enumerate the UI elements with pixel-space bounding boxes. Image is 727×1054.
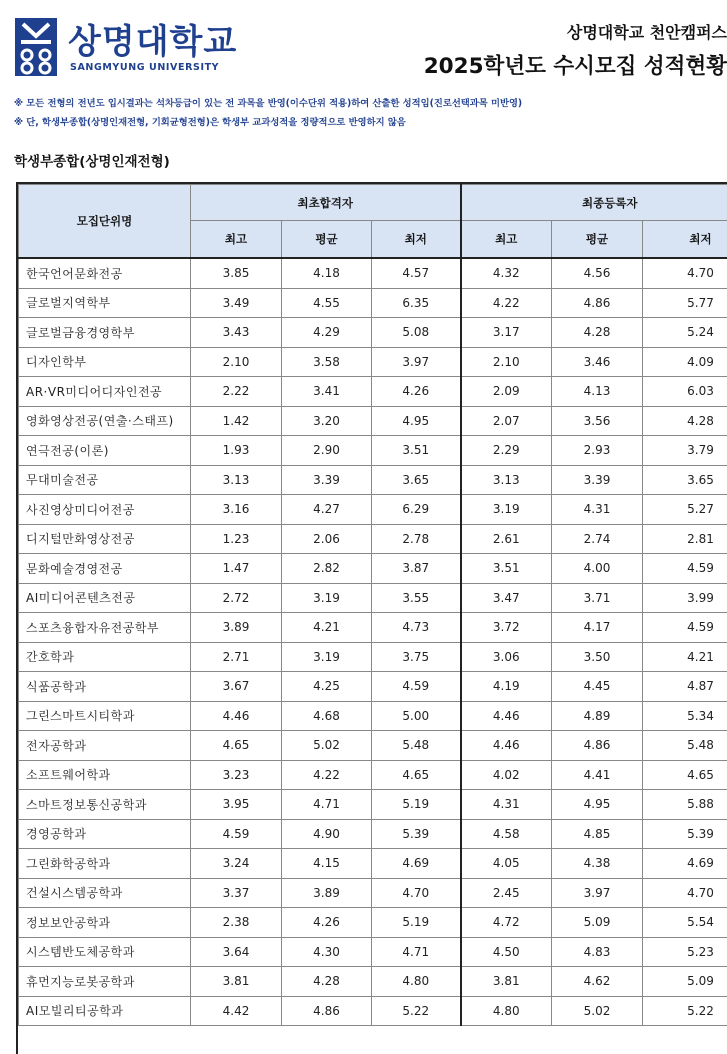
- table-row: [19, 377, 727, 407]
- grade-value-cell: 2.81: [643, 524, 727, 554]
- grade-value-cell: 4.95: [552, 790, 643, 820]
- grade-value-cell: 6.29: [372, 495, 461, 525]
- grade-value-cell: 5.48: [372, 731, 461, 761]
- grade-value-cell: 4.26: [372, 377, 461, 407]
- grade-value-cell: 5.34: [643, 701, 727, 731]
- table-row: [19, 878, 727, 908]
- grade-value-cell: 5.54: [643, 908, 727, 938]
- table-row: [19, 701, 727, 731]
- grade-value-cell: 4.13: [552, 377, 643, 407]
- grade-value-cell: 4.22: [461, 288, 552, 318]
- grade-value-cell: 5.24: [643, 318, 727, 348]
- table-row: [19, 967, 727, 997]
- note-text: ※ 단, 학생부종합(상명인재전형, 기회균형전형)은 학생부 교과성적을 정량적으로 반영하지 않음: [14, 114, 406, 128]
- note-text: ※ 모든 전형의 전년도 입시결과는 석차등급이 있는 전 과목을 반영(이수단위 적용)하여 산출한 성적임(진로선택과목 미반영): [14, 95, 522, 109]
- grade-value-cell: 1.93: [191, 436, 282, 466]
- grade-value-cell: 3.13: [191, 465, 282, 495]
- grade-value-cell: 4.72: [461, 908, 552, 938]
- grade-value-cell: 2.22: [191, 377, 282, 407]
- table-row: [19, 760, 727, 790]
- grade-value-cell: 3.71: [552, 583, 643, 613]
- grade-value-cell: 4.83: [552, 937, 643, 967]
- grade-value-cell: 3.39: [552, 465, 643, 495]
- grade-value-cell: 3.06: [461, 642, 552, 672]
- grade-value-cell: 3.19: [282, 642, 372, 672]
- grade-value-cell: 4.18: [282, 258, 372, 288]
- grade-value-cell: 4.28: [282, 967, 372, 997]
- table-row: [19, 465, 727, 495]
- table-row: [19, 908, 727, 938]
- grade-value-cell: 4.86: [552, 731, 643, 761]
- unit-name-cell: 문화예술경영전공: [19, 554, 191, 584]
- unit-name-cell: 스포츠융합자유전공학부: [19, 613, 191, 643]
- grade-value-cell: 2.09: [461, 377, 552, 407]
- grade-value-cell: 3.13: [461, 465, 552, 495]
- grade-value-cell: 4.41: [552, 760, 643, 790]
- unit-name-cell: 무대미술전공: [19, 465, 191, 495]
- grade-value-cell: 3.19: [461, 495, 552, 525]
- grade-value-cell: 4.46: [461, 701, 552, 731]
- grade-value-cell: 3.55: [372, 583, 461, 613]
- table-row: [19, 406, 727, 436]
- table-row: [19, 672, 727, 702]
- grade-value-cell: 3.85: [191, 258, 282, 288]
- grade-value-cell: 4.05: [461, 849, 552, 879]
- grade-value-cell: 4.80: [372, 967, 461, 997]
- column-header-unit: 모집단위명: [19, 185, 191, 259]
- subheader-avg: 평균: [552, 221, 643, 259]
- group-header-first: 최초합격자: [191, 185, 461, 221]
- grade-value-cell: 3.47: [461, 583, 552, 613]
- table-row: [19, 819, 727, 849]
- grade-value-cell: 4.55: [282, 288, 372, 318]
- grade-value-cell: 4.95: [372, 406, 461, 436]
- table-row: [19, 849, 727, 879]
- unit-name-cell: 글로벌지역학부: [19, 288, 191, 318]
- grade-value-cell: 4.59: [191, 819, 282, 849]
- grade-value-cell: 4.22: [282, 760, 372, 790]
- page-header: [0, 0, 727, 90]
- grade-value-cell: 4.00: [552, 554, 643, 584]
- unit-name-cell: AI모빌리티공학과: [19, 996, 191, 1026]
- logo-wordmark-ko: 상명대학교: [68, 14, 237, 63]
- unit-name-cell: 연극전공(이론): [19, 436, 191, 466]
- grade-table: [18, 184, 727, 1026]
- subheader-avg: 평균: [282, 221, 372, 259]
- grade-value-cell: 4.09: [643, 347, 727, 377]
- grade-value-cell: 4.89: [552, 701, 643, 731]
- unit-name-cell: 건설시스템공학과: [19, 878, 191, 908]
- grade-value-cell: 3.97: [372, 347, 461, 377]
- grade-value-cell: 3.89: [282, 878, 372, 908]
- grade-value-cell: 3.16: [191, 495, 282, 525]
- table-row: [19, 288, 727, 318]
- grade-value-cell: 4.17: [552, 613, 643, 643]
- grade-value-cell: 5.08: [372, 318, 461, 348]
- grade-value-cell: 4.70: [643, 258, 727, 288]
- subheader-max: 최고: [461, 221, 552, 259]
- unit-name-cell: 휴먼지능로봇공학과: [19, 967, 191, 997]
- table-row: [19, 495, 727, 525]
- grade-value-cell: 4.21: [643, 642, 727, 672]
- grade-value-cell: 4.56: [552, 258, 643, 288]
- unit-name-cell: 전자공학과: [19, 731, 191, 761]
- grade-value-cell: 5.22: [372, 996, 461, 1026]
- grade-value-cell: 3.58: [282, 347, 372, 377]
- unit-name-cell: AI미디어콘텐츠전공: [19, 583, 191, 613]
- unit-name-cell: 디지털만화영상전공: [19, 524, 191, 554]
- grade-value-cell: 4.70: [372, 878, 461, 908]
- grade-value-cell: 4.19: [461, 672, 552, 702]
- grade-value-cell: 4.26: [282, 908, 372, 938]
- grade-value-cell: 4.50: [461, 937, 552, 967]
- table-row: [19, 318, 727, 348]
- grade-value-cell: 4.87: [643, 672, 727, 702]
- grade-value-cell: 2.29: [461, 436, 552, 466]
- grade-value-cell: 6.35: [372, 288, 461, 318]
- table-row: [19, 996, 727, 1026]
- grade-value-cell: 2.78: [372, 524, 461, 554]
- grade-value-cell: 3.23: [191, 760, 282, 790]
- table-row: [19, 642, 727, 672]
- grade-value-cell: 2.74: [552, 524, 643, 554]
- logo-wordmark-en: SANGMYUNG UNIVERSITY: [70, 62, 219, 73]
- grade-value-cell: 5.22: [643, 996, 727, 1026]
- grade-value-cell: 3.89: [191, 613, 282, 643]
- grade-value-cell: 4.32: [461, 258, 552, 288]
- unit-name-cell: 간호학과: [19, 642, 191, 672]
- grade-value-cell: 5.39: [372, 819, 461, 849]
- grade-value-cell: 3.37: [191, 878, 282, 908]
- grade-value-cell: 4.21: [282, 613, 372, 643]
- grade-value-cell: 5.19: [372, 908, 461, 938]
- grade-value-cell: 4.69: [643, 849, 727, 879]
- grade-value-cell: 4.85: [552, 819, 643, 849]
- grade-value-cell: 5.39: [643, 819, 727, 849]
- grade-value-cell: 3.79: [643, 436, 727, 466]
- table-row: [19, 731, 727, 761]
- grade-value-cell: 3.49: [191, 288, 282, 318]
- grade-value-cell: 5.02: [282, 731, 372, 761]
- unit-name-cell: 시스템반도체공학과: [19, 937, 191, 967]
- grade-value-cell: 4.86: [282, 996, 372, 1026]
- grade-value-cell: 1.47: [191, 554, 282, 584]
- grade-value-cell: 3.19: [282, 583, 372, 613]
- grade-value-cell: 5.09: [552, 908, 643, 938]
- table-row: [19, 258, 727, 288]
- grade-value-cell: 3.95: [191, 790, 282, 820]
- table-row: [19, 554, 727, 584]
- grade-value-cell: 3.67: [191, 672, 282, 702]
- grade-value-cell: 3.50: [552, 642, 643, 672]
- university-logo-icon: [15, 18, 57, 76]
- grade-value-cell: 4.46: [191, 701, 282, 731]
- grade-value-cell: 4.02: [461, 760, 552, 790]
- unit-name-cell: 소프트웨어학과: [19, 760, 191, 790]
- grade-value-cell: 3.64: [191, 937, 282, 967]
- table-body: [19, 258, 727, 1026]
- grade-value-cell: 2.93: [552, 436, 643, 466]
- subheader-min: 최저: [643, 221, 727, 259]
- grade-value-cell: 3.72: [461, 613, 552, 643]
- grade-value-cell: 2.10: [461, 347, 552, 377]
- grade-value-cell: 5.02: [552, 996, 643, 1026]
- table-row: [19, 524, 727, 554]
- grade-value-cell: 4.70: [643, 878, 727, 908]
- document-title: 2025학년도 수시모집 성적현황: [424, 49, 727, 80]
- grade-value-cell: 4.71: [372, 937, 461, 967]
- grade-value-cell: 2.82: [282, 554, 372, 584]
- unit-name-cell: 정보보안공학과: [19, 908, 191, 938]
- grade-value-cell: 4.31: [461, 790, 552, 820]
- grade-value-cell: 4.59: [643, 613, 727, 643]
- grade-value-cell: 4.45: [552, 672, 643, 702]
- unit-name-cell: 영화영상전공(연출·스태프): [19, 406, 191, 436]
- grade-value-cell: 2.72: [191, 583, 282, 613]
- grade-value-cell: 2.90: [282, 436, 372, 466]
- grade-value-cell: 4.28: [552, 318, 643, 348]
- grade-value-cell: 4.27: [282, 495, 372, 525]
- grade-value-cell: 4.71: [282, 790, 372, 820]
- grade-value-cell: 4.80: [461, 996, 552, 1026]
- grade-value-cell: 5.27: [643, 495, 727, 525]
- grade-value-cell: 5.48: [643, 731, 727, 761]
- grade-value-cell: 4.62: [552, 967, 643, 997]
- grade-value-cell: 2.45: [461, 878, 552, 908]
- grade-value-cell: 3.97: [552, 878, 643, 908]
- grade-value-cell: 4.42: [191, 996, 282, 1026]
- grade-value-cell: 4.68: [282, 701, 372, 731]
- grade-value-cell: 5.77: [643, 288, 727, 318]
- grade-value-cell: 3.41: [282, 377, 372, 407]
- unit-name-cell: 스마트정보통신공학과: [19, 790, 191, 820]
- grade-value-cell: 4.65: [643, 760, 727, 790]
- grade-value-cell: 4.57: [372, 258, 461, 288]
- grade-value-cell: 4.28: [643, 406, 727, 436]
- group-header-final: 최종등록자: [461, 185, 727, 221]
- grade-value-cell: 2.07: [461, 406, 552, 436]
- grade-value-cell: 3.81: [191, 967, 282, 997]
- section-title: 학생부종합(상명인재전형): [14, 150, 170, 170]
- grade-value-cell: 4.30: [282, 937, 372, 967]
- unit-name-cell: 디자인학부: [19, 347, 191, 377]
- grade-value-cell: 5.00: [372, 701, 461, 731]
- grade-value-cell: 3.24: [191, 849, 282, 879]
- grade-value-cell: 3.17: [461, 318, 552, 348]
- grade-value-cell: 2.71: [191, 642, 282, 672]
- grade-value-cell: 4.29: [282, 318, 372, 348]
- grade-value-cell: 2.61: [461, 524, 552, 554]
- grade-value-cell: 3.87: [372, 554, 461, 584]
- grade-value-cell: 3.51: [372, 436, 461, 466]
- grade-value-cell: 3.51: [461, 554, 552, 584]
- grade-value-cell: 5.88: [643, 790, 727, 820]
- unit-name-cell: 식품공학과: [19, 672, 191, 702]
- grade-value-cell: 4.86: [552, 288, 643, 318]
- grade-value-cell: 3.99: [643, 583, 727, 613]
- grade-value-cell: 4.38: [552, 849, 643, 879]
- grade-value-cell: 4.59: [643, 554, 727, 584]
- table-row: [19, 347, 727, 377]
- grade-value-cell: 2.10: [191, 347, 282, 377]
- grade-value-cell: 3.65: [372, 465, 461, 495]
- grade-value-cell: 4.31: [552, 495, 643, 525]
- subheader-min: 최저: [372, 221, 461, 259]
- subheader-max: 최고: [191, 221, 282, 259]
- grade-value-cell: 4.90: [282, 819, 372, 849]
- grade-value-cell: 4.15: [282, 849, 372, 879]
- grade-value-cell: 6.03: [643, 377, 727, 407]
- campus-name: 상명대학교 천안캠퍼스: [567, 20, 727, 43]
- unit-name-cell: 한국언어문화전공: [19, 258, 191, 288]
- grade-value-cell: 3.81: [461, 967, 552, 997]
- grade-value-cell: 4.46: [461, 731, 552, 761]
- grade-value-cell: 4.58: [461, 819, 552, 849]
- table-row: [19, 790, 727, 820]
- grade-value-cell: 5.23: [643, 937, 727, 967]
- table-row: [19, 583, 727, 613]
- unit-name-cell: 글로벌금융경영학부: [19, 318, 191, 348]
- grade-table-container: [16, 182, 727, 1054]
- grade-value-cell: 3.43: [191, 318, 282, 348]
- unit-name-cell: 그린스마트시티학과: [19, 701, 191, 731]
- unit-name-cell: 그린화학공학과: [19, 849, 191, 879]
- table-row: [19, 937, 727, 967]
- unit-name-cell: AR·VR미디어디자인전공: [19, 377, 191, 407]
- unit-name-cell: 경영공학과: [19, 819, 191, 849]
- grade-value-cell: 4.73: [372, 613, 461, 643]
- grade-value-cell: 3.56: [552, 406, 643, 436]
- grade-value-cell: 4.65: [191, 731, 282, 761]
- grade-value-cell: 3.65: [643, 465, 727, 495]
- grade-value-cell: 2.06: [282, 524, 372, 554]
- table-row: [19, 436, 727, 466]
- grade-value-cell: 4.59: [372, 672, 461, 702]
- grade-value-cell: 3.46: [552, 347, 643, 377]
- grade-value-cell: 4.69: [372, 849, 461, 879]
- unit-name-cell: 사진영상미디어전공: [19, 495, 191, 525]
- grade-value-cell: 3.20: [282, 406, 372, 436]
- grade-value-cell: 2.38: [191, 908, 282, 938]
- grade-value-cell: 1.42: [191, 406, 282, 436]
- grade-value-cell: 4.65: [372, 760, 461, 790]
- grade-value-cell: 3.75: [372, 642, 461, 672]
- table-row: [19, 613, 727, 643]
- grade-value-cell: 5.19: [372, 790, 461, 820]
- grade-value-cell: 1.23: [191, 524, 282, 554]
- grade-value-cell: 4.25: [282, 672, 372, 702]
- grade-value-cell: 5.09: [643, 967, 727, 997]
- grade-value-cell: 3.39: [282, 465, 372, 495]
